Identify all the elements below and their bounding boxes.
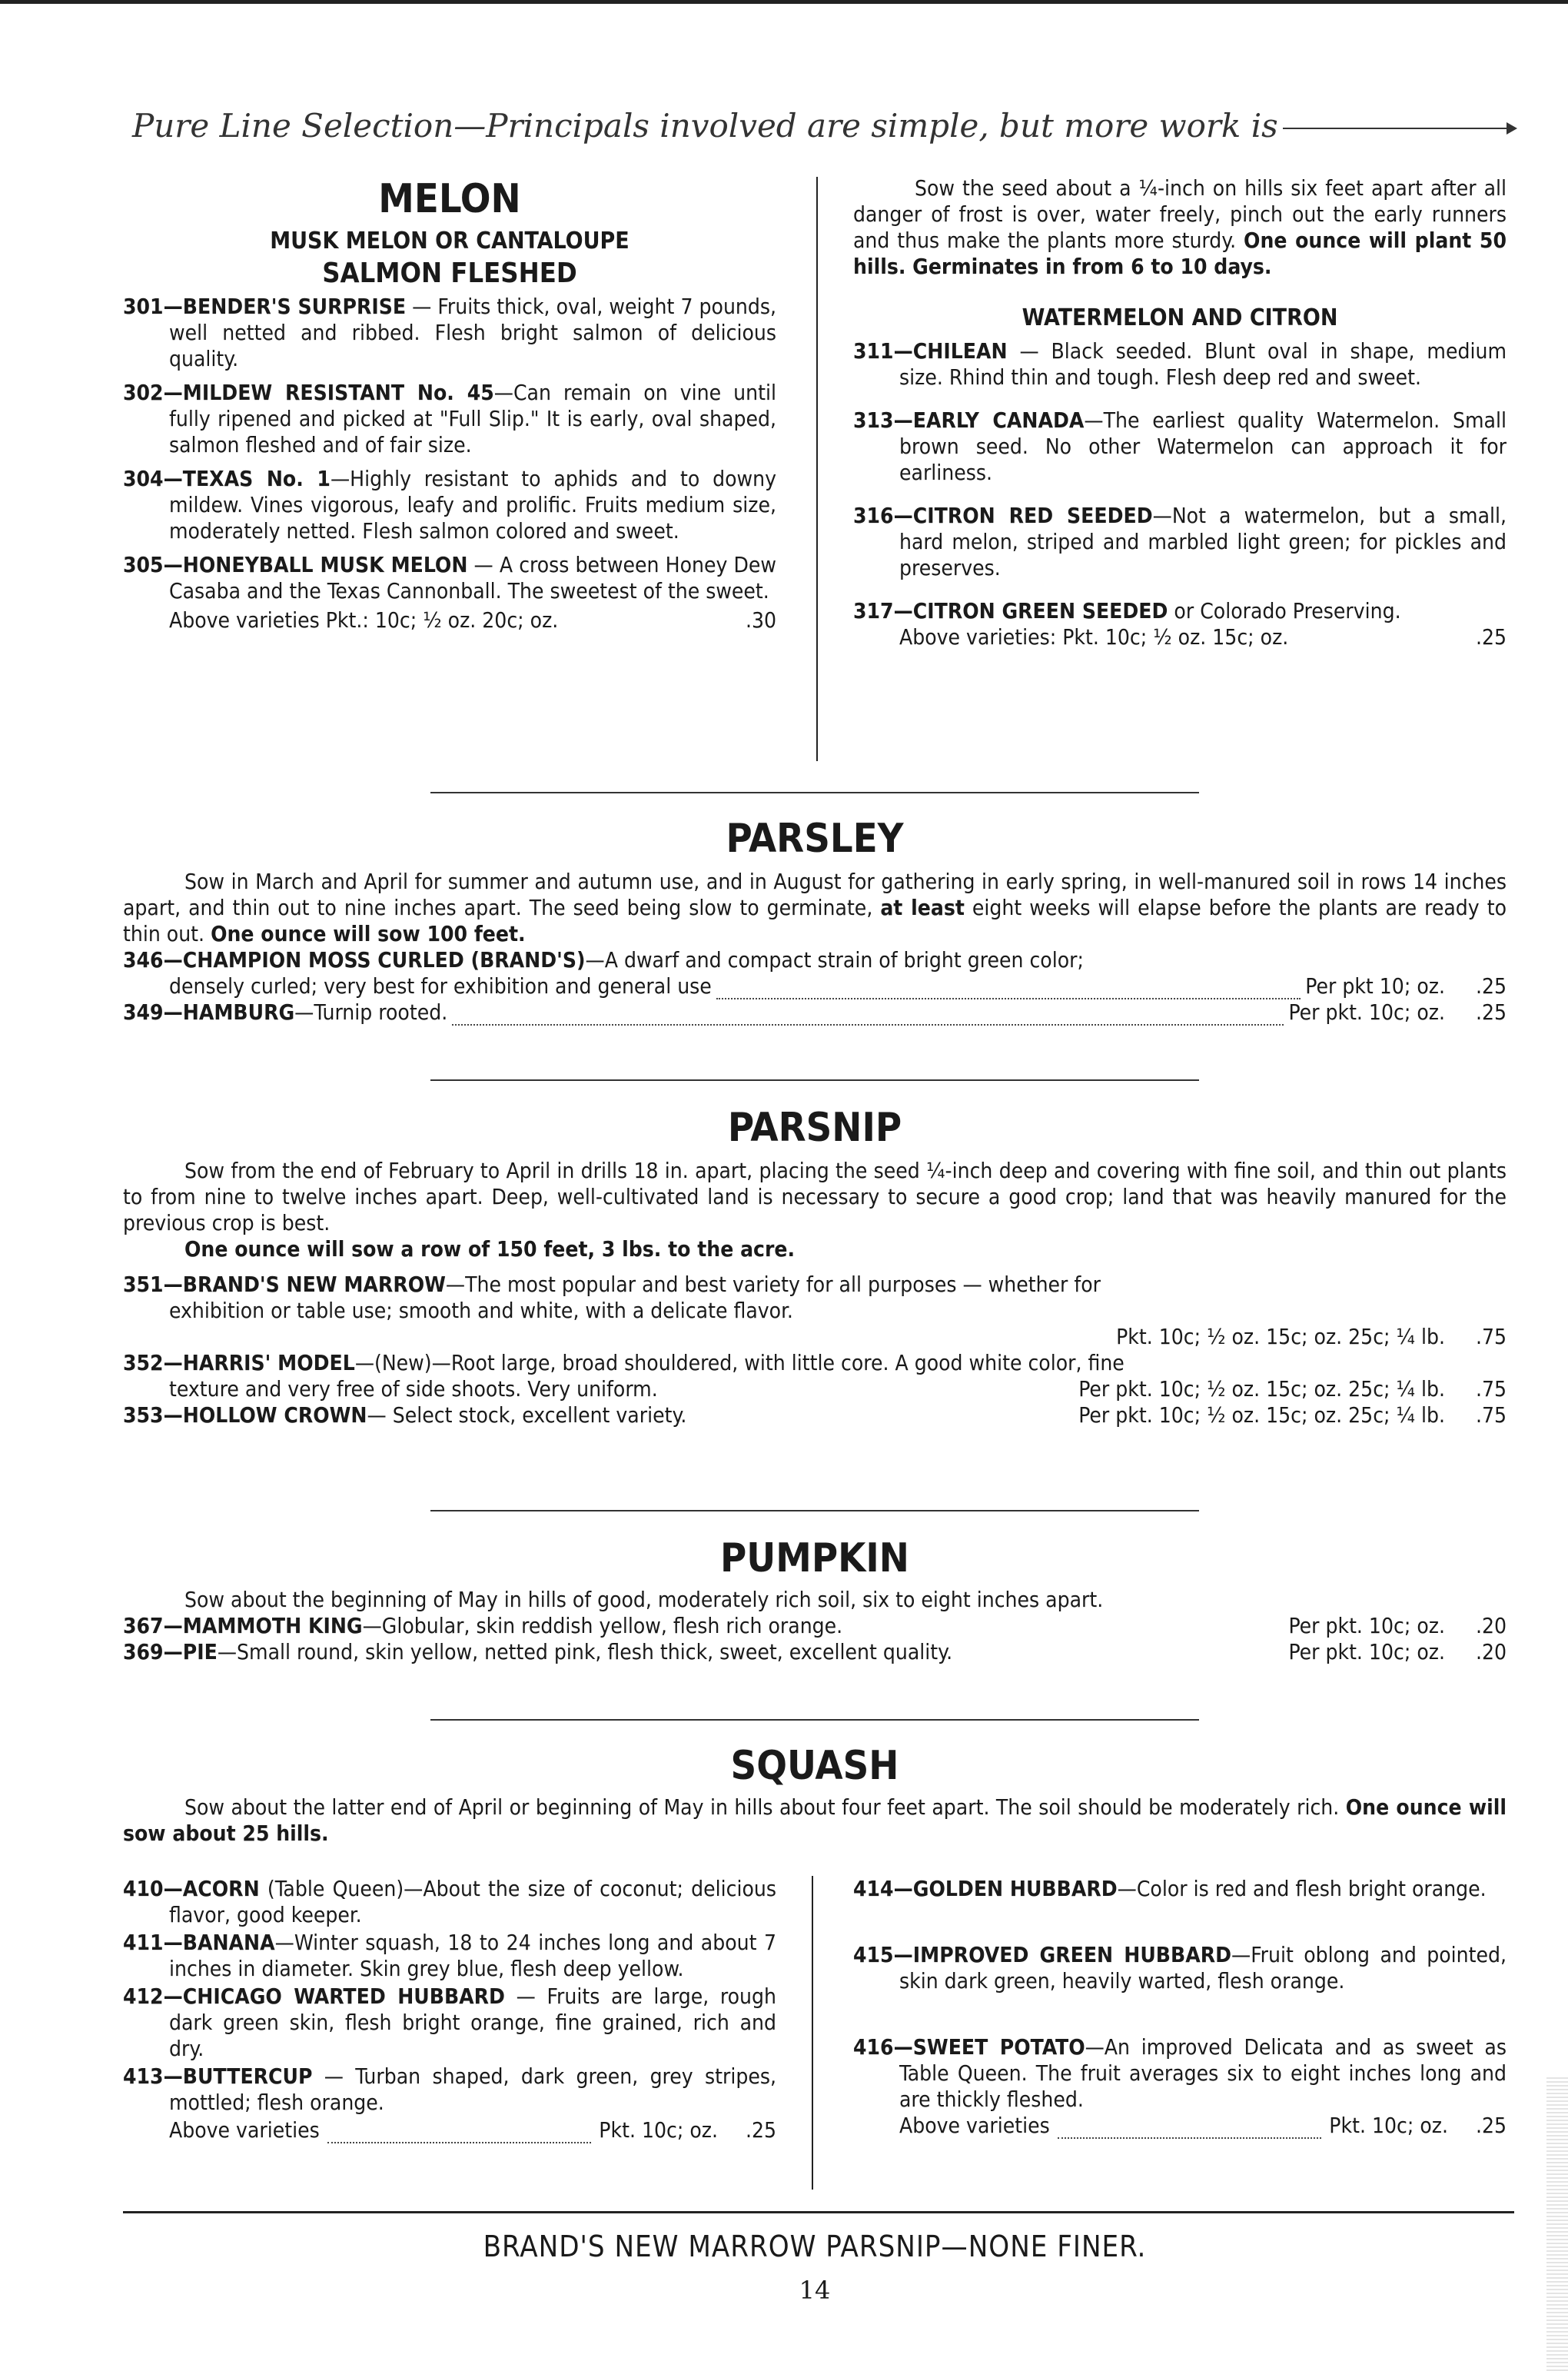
pumpkin-title: PUMPKIN: [720, 1535, 909, 1581]
item-description: — Fruits thick, oval, weight 7 pounds, well netted and ribbed. Flesh bright salmon of delicious quality.: [169, 294, 776, 371]
squash-title: SQUASH: [730, 1743, 899, 1789]
pumpkin-intro: Sow about the beginning of May in hills of good, moderately rich soil, six to eight inches apart.: [184, 1587, 1104, 1612]
item-description: —Can remain on vine until fully ripened and picked at "Full Slip." It is early, oval shaped, salmon fleshed and of fair size.: [169, 380, 776, 457]
price-line: Above varieties Pkt. 10c; oz. .25: [899, 2113, 1507, 2138]
list-item: [123, 552, 776, 604]
page-number: 14: [799, 2276, 831, 2305]
squash-left-column: [123, 1876, 776, 2143]
melon-cultural-note: Sow the seed about a ¼-inch on hills six feet apart after all danger of frost is over, water freely, pinch out the early runners and thus make the plants more sturdy. One ounce will plant 50 hills. Germinates in from 6 to 10 days.: [853, 175, 1507, 279]
watermelon-title: WATERMELON AND CITRON: [1022, 304, 1338, 331]
item-code: 301—: [123, 294, 183, 319]
page-edge-shadow: [1546, 2076, 1568, 2371]
footer-rule: [123, 2211, 1514, 2213]
section-divider: [430, 1510, 1199, 1511]
price-line: [123, 607, 776, 633]
leader-dots: [1058, 2113, 1322, 2139]
list-item: 410—ACORN (Table Queen)—About the size of coconut; delicious flavor, good keeper.: [123, 1876, 776, 1927]
list-item: 411—BANANA—Winter squash, 18 to 24 inches long and about 7 inches in diameter. Skin grey blue, flesh deep yellow.: [123, 1930, 776, 1981]
parsnip-intro: Sow from the end of February to April in drills 18 in. apart, placing the seed ¼-inch deep and covering with fine soil, and thin out plants to from nine to twelve inches apart. Deep, well-cultivated land is necessary to secure a good crop; land that was heavily manured for the previous crop is best.: [123, 1158, 1507, 1235]
list-item: [123, 380, 776, 458]
section-divider: [430, 792, 1199, 793]
list-item: 369—PIE—Small round, skin yellow, netted pink, flesh thick, sweet, excellent quality. Per pkt. 10c; oz. .20: [123, 1639, 1507, 1664]
melon-section: [123, 175, 776, 633]
item-code: 305—: [123, 552, 183, 577]
section-divider: [430, 1719, 1199, 1721]
list-item: 349—HAMBURG—Turnip rooted. Per pkt. 10c; oz. .25: [123, 999, 1507, 1025]
price-value: .30: [745, 607, 776, 633]
list-item: 413—BUTTERCUP — Turban shaped, dark green, grey stripes, mottled; flesh orange.: [123, 2063, 776, 2115]
list-item: 367—MAMMOTH KING—Globular, skin reddish yellow, flesh rich orange. Per pkt. 10c; oz. .20: [123, 1613, 1507, 1638]
list-item: 353—HOLLOW CROWN— Select stock, excellent variety. Per pkt. 10c; ½ oz. 15c; oz. 25c; ¼ lb. .75: [123, 1402, 1507, 1428]
list-item: 416—SWEET POTATO—An improved Delicata and as sweet as Table Queen. The fruit averages six to eight inches long and are thickly fleshed.: [853, 2034, 1507, 2112]
item-name: BENDER'S SURPRISE: [182, 294, 407, 319]
list-item: 351—BRAND'S NEW MARROW—The most popular and best variety for all purposes — whether for exhibition or table use; smooth and white, with a delicate flavor. Pkt. 10c; ½ oz. 15c; oz. 25c; ¼ lb. .75: [123, 1272, 1507, 1349]
list-item: 414—GOLDEN HUBBARD—Color is red and flesh bright orange.: [853, 1876, 1487, 1901]
column-divider: [812, 1876, 813, 2190]
melon-title: MELON: [378, 176, 521, 222]
price-label: Above varieties Pkt.: 10c; ½ oz. 20c; oz.: [169, 607, 559, 633]
melon-subtitle: MUSK MELON OR CANTALOUPE: [270, 228, 630, 254]
leader-dots: [327, 2117, 592, 2143]
list-item: [123, 466, 776, 544]
list-item: [123, 294, 776, 372]
pumpkin-section: [123, 1535, 1507, 1665]
parsley-section: [123, 815, 1507, 1026]
leader-dots: [716, 973, 1301, 999]
list-item: 317—CITRON GREEN SEEDED or Colorado Preserving.: [853, 598, 1401, 624]
watermelon-section: [853, 175, 1507, 650]
parsnip-title: PARSNIP: [727, 1105, 902, 1151]
item-name: TEXAS No. 1: [182, 466, 331, 491]
item-description: — A cross between Honey Dew Casaba and the Texas Cannonball. The sweetest of the sweet.: [169, 552, 776, 604]
arrow-right-icon: [1283, 128, 1516, 129]
squash-intro: Sow about the latter end of April or beginning of May in hills about four feet apart. The soil should be moderately rich. One ounce will sow about 25 hills.: [123, 1794, 1507, 1846]
item-description: —Highly resistant to aphids and to downy mildew. Vines vigorous, leafy and prolific. Fruits medium size, moderately netted. Flesh salmon colored and sweet.: [169, 466, 776, 544]
section-divider: [430, 1079, 1199, 1081]
price-line: Above varieties: Pkt. 10c; ½ oz. 15c; oz. .25: [899, 624, 1507, 650]
squash-right-column: [853, 1876, 1507, 2139]
list-item: 415—IMPROVED GREEN HUBBARD—Fruit oblong and pointed, skin dark green, heavily warted, flesh orange.: [853, 1942, 1507, 1994]
price-line: Above varieties Pkt. 10c; oz. .25: [169, 2117, 776, 2143]
parsnip-section: [123, 1104, 1507, 1428]
melon-subtitle-2: SALMON FLESHED: [322, 258, 577, 289]
parsnip-sowing-rate: One ounce will sow a row of 150 feet, 3 lbs. to the acre.: [184, 1236, 796, 1262]
parsley-title: PARSLEY: [726, 816, 904, 862]
list-item: 352—HARRIS' MODEL—(New)—Root large, broad shouldered, with little core. A good white color, fine texture and very free of side shoots. Very uniform. Per pkt. 10c; ½ oz. 15c; oz. 25c; ¼ lb. .75: [123, 1350, 1507, 1402]
item-name: HONEYBALL MUSK MELON: [182, 552, 468, 577]
item-name: MILDEW RESISTANT No. 45: [182, 380, 494, 405]
parsley-intro: Sow in March and April for summer and autumn use, and in August for gathering in early spring, in well-manured soil in rows 14 inches apart, and thin out to nine inches apart. The seed being slow to germinate, at least eight weeks will elapse before the plants are ready to thin out. One ounce will sow 100 feet.: [123, 869, 1507, 946]
list-item: 313—EARLY CANADA—The earliest quality Watermelon. Small brown seed. No other Watermelon can approach it for earliness.: [853, 407, 1507, 485]
column-divider: [816, 177, 818, 761]
item-code: 302—: [123, 380, 183, 405]
top-border-rule: [0, 0, 1568, 4]
leader-dots: [452, 999, 1284, 1026]
page-headline: [132, 98, 1516, 152]
item-code: 304—: [123, 466, 183, 491]
footer-slogan: BRAND'S NEW MARROW PARSNIP—NONE FINER.: [483, 2230, 1147, 2263]
list-item: 346—CHAMPION MOSS CURLED (BRAND'S)—A dwarf and compact strain of bright green color; densely curled; very best for exhibition and general use Per pkt 10; oz. .25: [123, 947, 1507, 999]
headline-text: Pure Line Selection—Principals involved are simple, but more work is: [132, 106, 1278, 145]
list-item: 412—CHICAGO WARTED HUBBARD — Fruits are large, rough dark green skin, flesh bright orange, fine grained, rich and dry.: [123, 1984, 776, 2061]
squash-section: [123, 1742, 1507, 1847]
list-item: 311—CHILEAN — Black seeded. Blunt oval in shape, medium size. Rhind thin and tough. Flesh deep red and sweet.: [853, 338, 1507, 390]
list-item: 316—CITRON RED SEEDED—Not a watermelon, but a small, hard melon, striped and marbled light green; for pickles and preserves.: [853, 503, 1507, 580]
